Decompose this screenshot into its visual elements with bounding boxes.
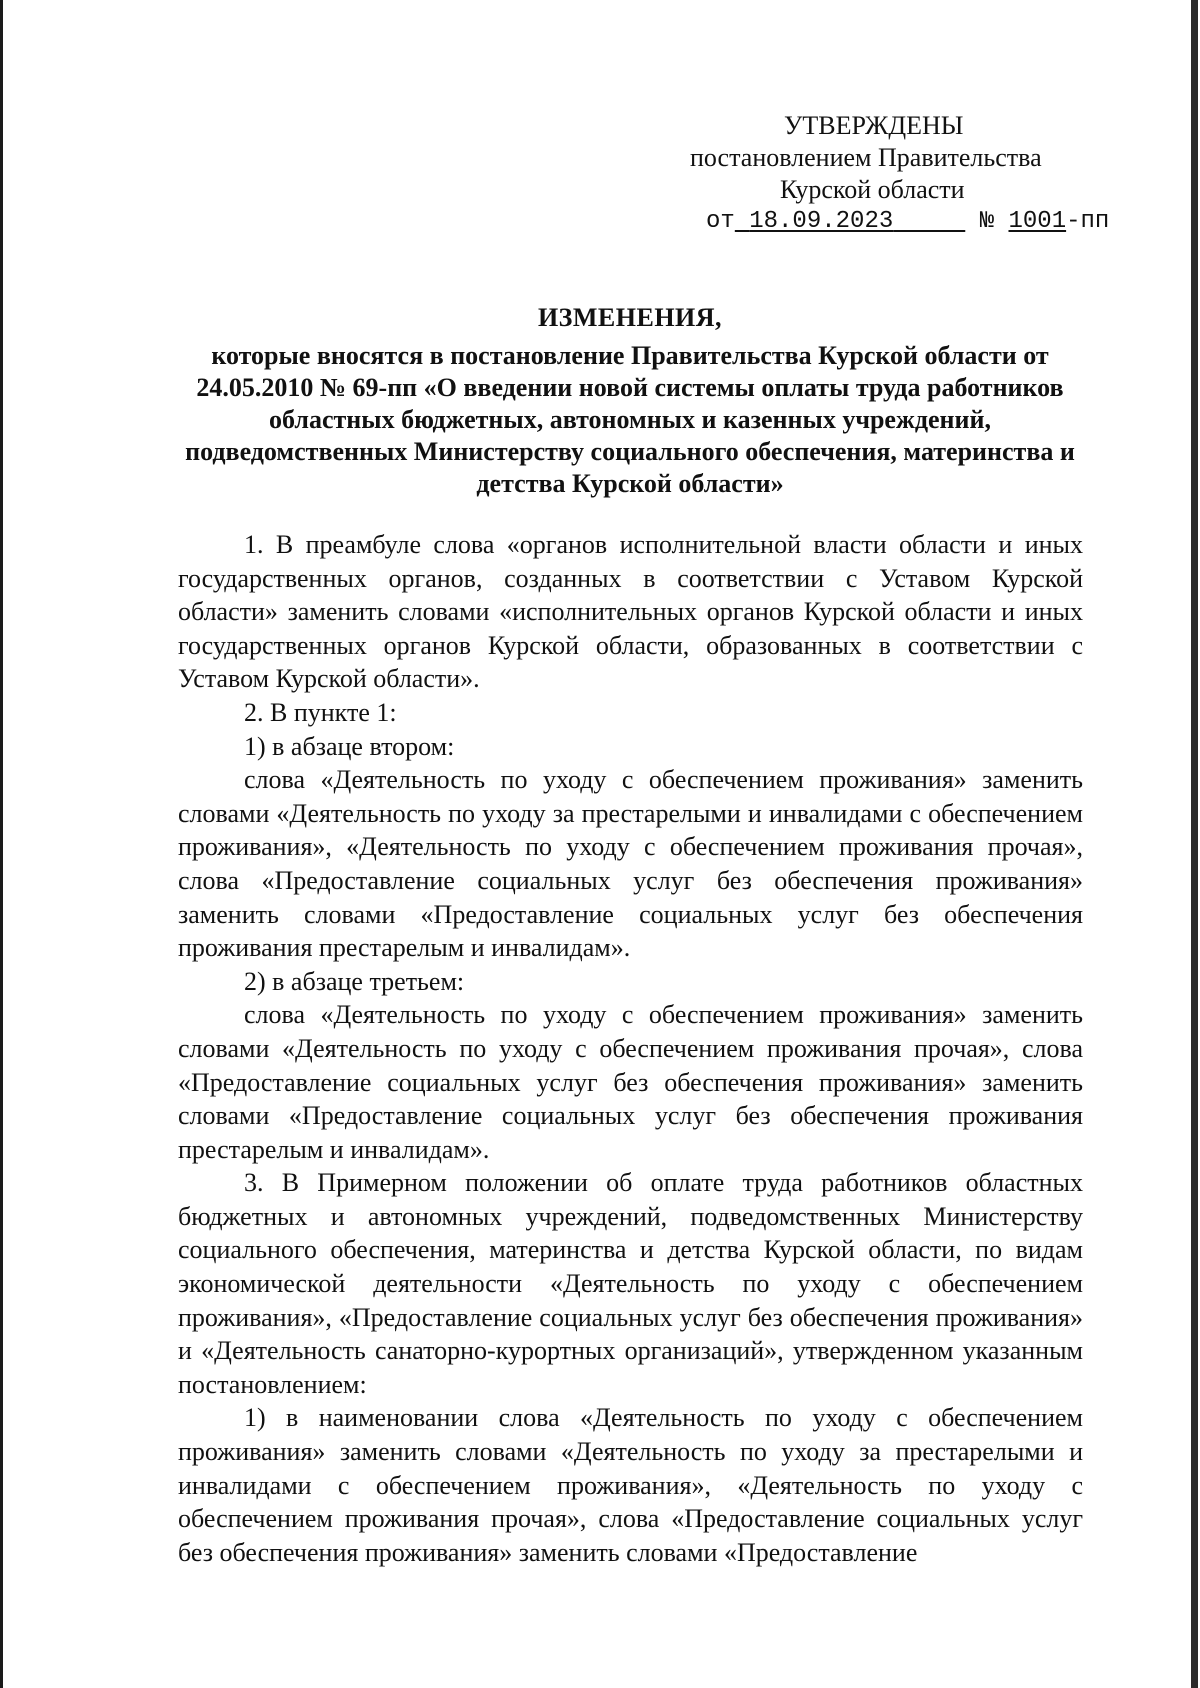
approval-heading: УТВЕРЖДЕНЫ <box>784 111 964 140</box>
document-title-block <box>180 302 1080 500</box>
approval-number: 1001 <box>1008 208 1067 235</box>
document-subtitle: которые вносятся в постановление Правительства Курской области от 24.05.2010 № 69-пп «О введении новой системы оплаты труда работников областных бюджетных, автономных и казенных учреждений, подведомственных Министерству социального обеспечения, материнства и детства Курской области» <box>185 341 1075 498</box>
approval-region: Курской области <box>780 175 965 204</box>
paragraph-8: 1) в наименовании слова «Деятельность по уходу с обеспечением проживания» заменить словами «Деятельность по уходу за престарелыми и инвалидами с обеспечением проживания», «Деятельность по уходу с обеспечением проживания прочая», слова «Предоставление социальных услуг без обеспечения проживания» заменить словами «Предоставление <box>178 1403 1083 1567</box>
paragraph-1: 1. В преамбуле слова «органов исполнительной власти области и иных государственных органов, созданных в соответствии с Уставом Курской области» заменить словами «исполнительных органов Курской области и иных государственных органов Курской области, образованных в соответствии с Уставом Курской области». <box>178 530 1083 694</box>
document-title: ИЗМЕНЕНИЯ, <box>537 303 723 332</box>
approval-authority: постановлением Правительства <box>690 143 1042 172</box>
paragraph-7: 3. В Примерном положении об оплате труда работников областных бюджетных и автономных учреждений, подведомственных Министерству социального обеспечения, материнства и детства Курской области, по видам экономической деятельности «Деятельность по уходу с обеспечением проживания», «Предоставление социальных услуг без обеспечения проживания» и «Деятельность санаторно-курортных организаций», утвержденном указанным постановлением: <box>178 1168 1083 1399</box>
scan-edge-left <box>0 0 3 1688</box>
scan-edge-right <box>1191 0 1198 1688</box>
date-prefix: от <box>706 208 735 235</box>
paragraph-2: 2. В пункте 1: <box>244 697 397 727</box>
number-prefix: № <box>979 208 995 235</box>
document-body <box>178 528 1083 1569</box>
paragraph-5: 2) в абзаце третьем: <box>244 966 465 996</box>
number-suffix: -пп <box>1066 208 1110 235</box>
paragraph-4: слова «Деятельность по уходу с обеспечением проживания» заменить словами «Деятельность по уходу за престарелыми и инвалидами с обеспечением проживания», «Деятельность по уходу с обеспечением проживания прочая», слова «Предоставление социальных услуг без обеспечения проживания» заменить словами «Предоставление социальных услуг без обеспечения проживания престарелым и инвалидам». <box>178 765 1083 963</box>
approval-date: 18.09.2023 <box>749 208 894 235</box>
paragraph-3: 1) в абзаце втором: <box>244 731 455 761</box>
approval-stamp-block <box>690 110 1120 238</box>
approval-date-number-line <box>690 206 1120 238</box>
paragraph-6: слова «Деятельность по уходу с обеспечением проживания» заменить словами «Деятельность по уходу с обеспечением проживания прочая», слова «Предоставление социальных услуг без обеспечения проживания» заменить словами «Предоставление социальных услуг без обеспечения проживания престарелым и инвалидам». <box>178 1000 1083 1164</box>
